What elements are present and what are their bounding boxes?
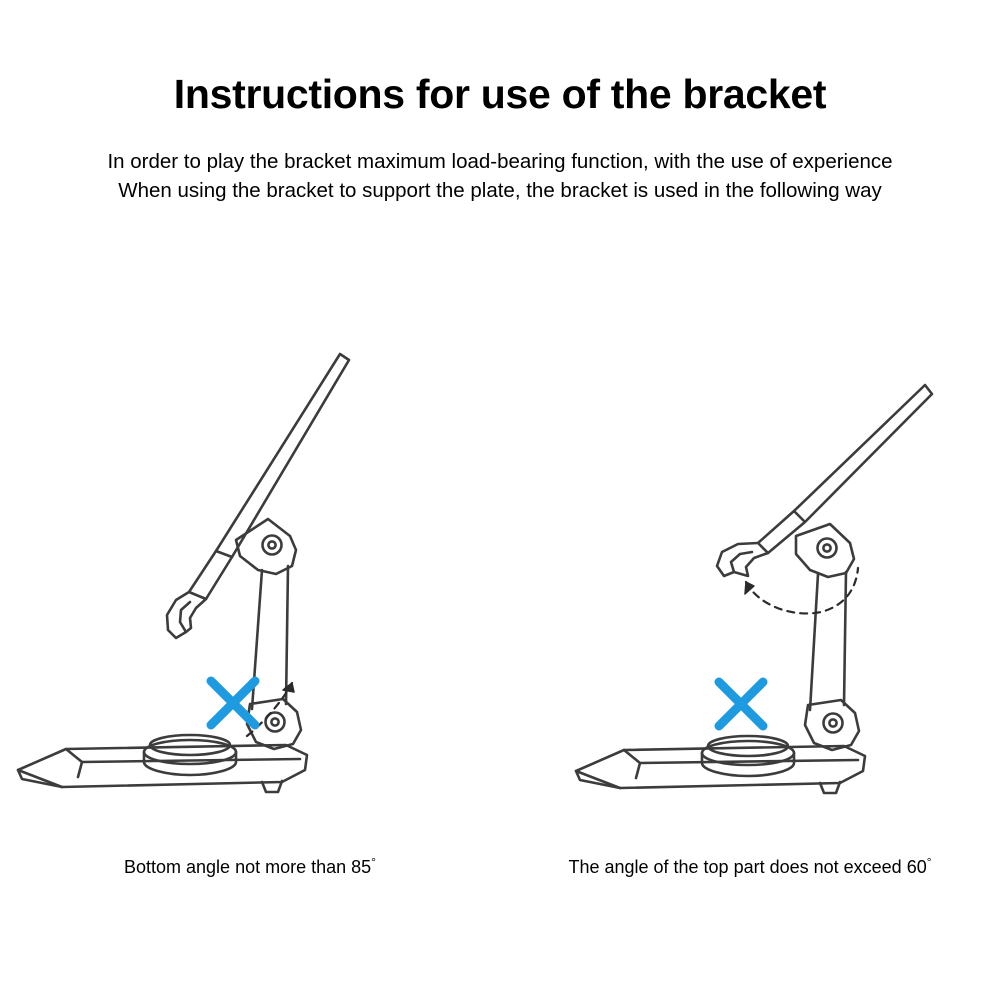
page-title: Instructions for use of the bracket [173,71,827,117]
caption-left-degree: ° [371,855,376,869]
panel-right [500,300,1000,920]
bracket-illustration-right [500,300,1000,920]
caption-left-text: Bottom angle not more than 85 [124,857,372,877]
panel-left [0,300,500,920]
bracket-illustration-left [0,300,500,920]
cross-mark-icon [211,681,255,725]
caption-left [0,855,500,878]
caption-right-degree: ° [926,855,932,869]
subtitle-block [0,147,1000,205]
subtitle-line-2: When using the bracket to support the plate, the bracket is used in the following way [118,179,882,203]
caption-right-text: The angle of the top part does not exceed 60 [568,857,927,877]
caption-right [500,855,1000,878]
subtitle-line-1: In order to play the bracket maximum load-bearing function, with the use of experience [107,150,893,174]
diagram-panels [0,300,1000,920]
cross-mark-icon [719,682,763,726]
